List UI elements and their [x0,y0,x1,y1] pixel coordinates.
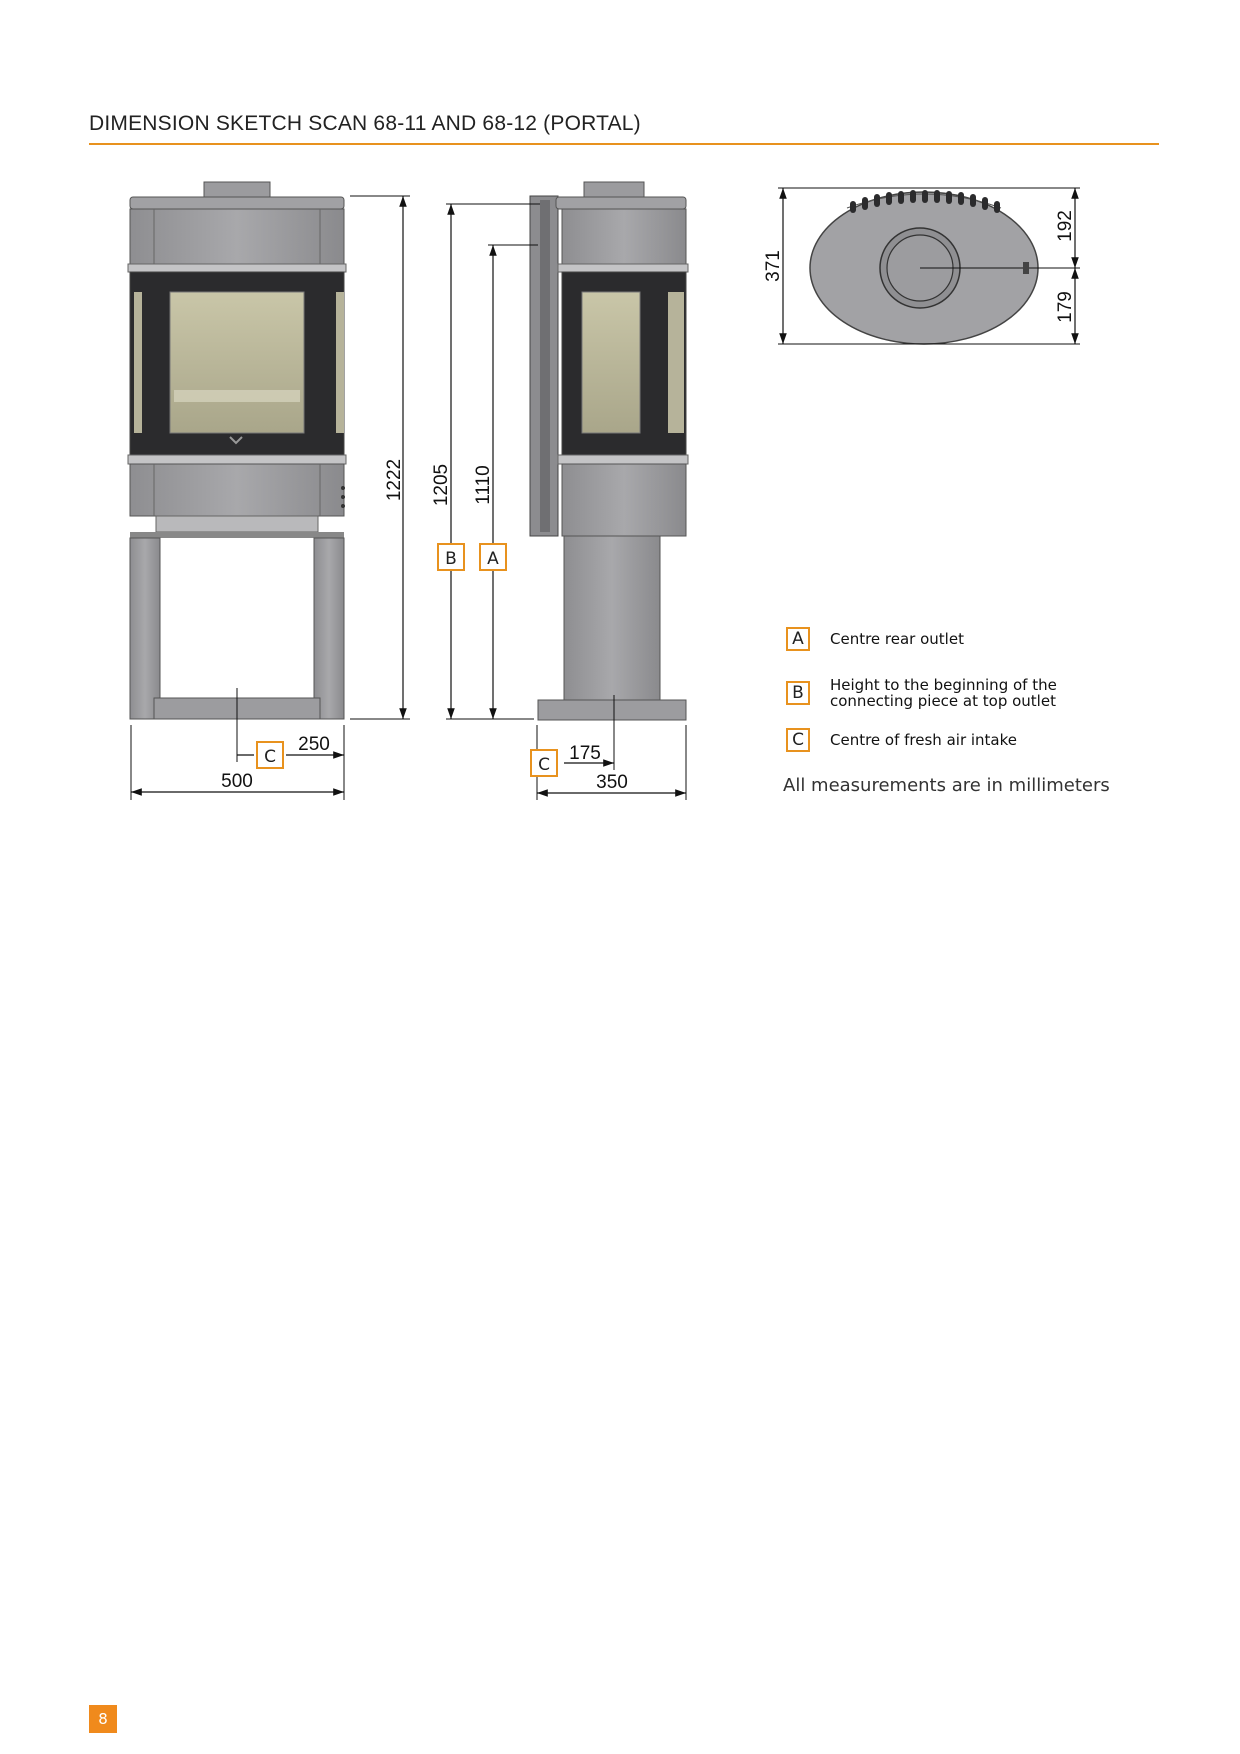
top-centre-dimensions [1055,188,1076,344]
side-offset-label: 175 [569,743,601,764]
side-height-a-dimension [473,245,538,719]
side-height-b-dimension [431,204,540,719]
side-depth-label: 350 [596,772,628,793]
top-front-label: 192 [1055,210,1076,242]
measurement-note: All measurements are in millimeters [783,775,1110,796]
legend-text-b-line1: Height to the beginning of the [830,676,1057,694]
front-height-dimension [350,196,410,719]
legend-row-c [786,728,1017,752]
top-depth-label: 371 [763,250,784,282]
side-view-stove [530,182,688,720]
side-height-b-label: 1205 [431,463,452,507]
legend-text-c: Centre of fresh air intake [830,731,1018,749]
legend-text-b-line2: connecting piece at top outlet [830,692,1056,710]
top-rear-label: 179 [1055,291,1076,323]
front-offset-label: 250 [298,734,330,755]
page-title: DIMENSION SKETCH SCAN 68-11 AND 68-12 (PORTAL) [89,112,641,135]
top-view-stove [810,190,1080,344]
side-badge-c: C [538,755,550,775]
side-height-a-label: 1110 [473,465,494,505]
front-height-label: 1222 [384,458,405,502]
side-badge-a: A [487,549,499,569]
legend-row-b [786,677,1057,709]
page-number: 8 [89,1705,117,1733]
front-width-label: 500 [221,771,253,792]
legend-text-b [830,677,1057,709]
front-badge-c: C [264,747,276,767]
legend-badge-a: A [786,627,810,651]
front-view-stove [128,182,346,719]
legend-badge-c: C [786,728,810,752]
legend-badge-b: B [786,681,810,705]
side-badge-b: B [445,549,457,569]
legend-row-a [786,627,964,651]
legend-text-a: Centre rear outlet [830,630,964,648]
